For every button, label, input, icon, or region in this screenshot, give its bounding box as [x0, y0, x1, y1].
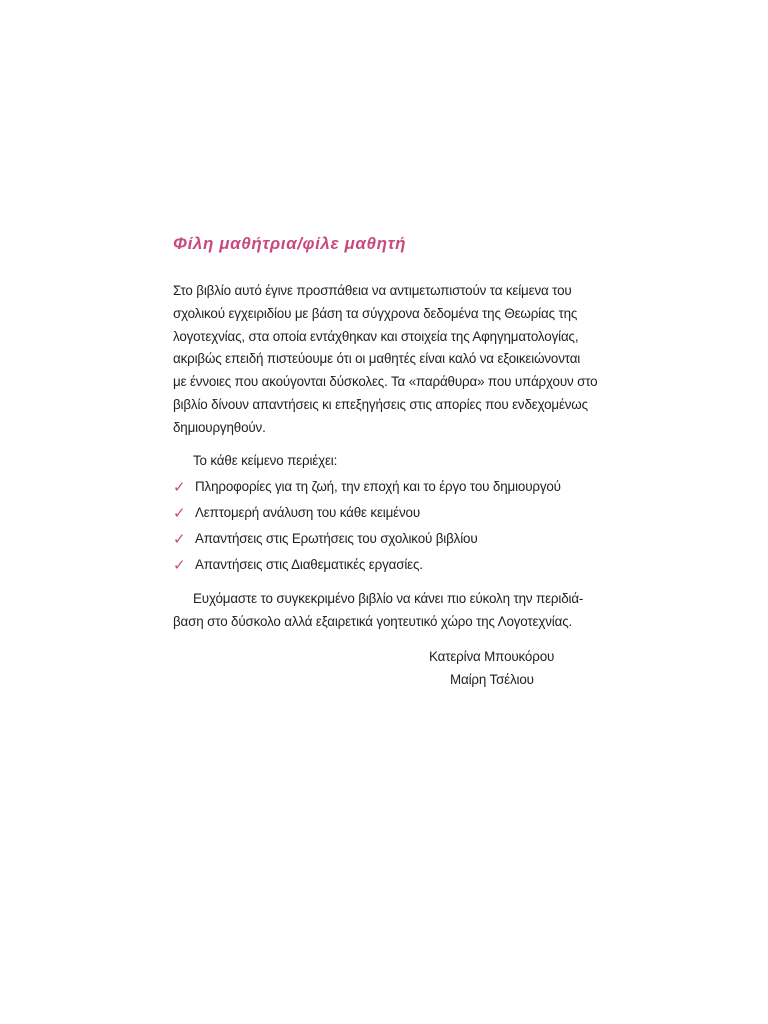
author-name: Κατερίνα Μπουκόρου — [429, 649, 555, 664]
list-item-text: Απαντήσεις στις Διαθεματικές εργασίες. — [195, 557, 423, 573]
closing-line: Ευχόμαστε το συγκεκριμένο βιβλίο να κάνει πιο εύκολη την περιδιά- — [193, 591, 584, 607]
author-name: Μαίρη Τσέλιου — [450, 671, 534, 687]
list-item-text: Απαντήσεις στις Ερωτήσεις του σχολικού βιβλίου — [195, 531, 478, 547]
checkmark-icon: ✓ — [173, 478, 186, 497]
intro-line: σχολικού εγχειριδίου με βάση τα σύγχρονα δεδομένα της Θεωρίας της — [173, 305, 578, 321]
checkmark-icon: ✓ — [173, 530, 186, 549]
checkmark-icon: ✓ — [173, 504, 186, 523]
contents-checklist — [173, 474, 583, 578]
intro-line: με έννοιες που ακούγονται δύσκολες. Τα «παράθυρα» που υπάρχουν στο — [173, 374, 598, 390]
list-item-text: Λεπτομερή ανάλυση του κάθε κειμένου — [195, 505, 421, 521]
author-signatures — [173, 646, 583, 692]
intro-paragraph — [173, 280, 598, 440]
intro-line: Στο βιβλίο αυτό έγινε προσπάθεια να αντιμετωπιστούν τα κείμενα του — [173, 283, 572, 298]
checkmark-icon: ✓ — [173, 556, 186, 575]
intro-line: δημιουργηθούν. — [173, 419, 266, 435]
intro-line: βιβλίο δίνουν απαντήσεις κι επεξηγήσεις στις απορίες που ενδεχομένως — [173, 396, 588, 412]
list-item-text: Πληροφορίες για τη ζωή, την εποχή και το έργο του δημιουργού — [195, 479, 561, 495]
list-lead: Το κάθε κείμενο περιέχει: — [193, 452, 338, 468]
intro-line: λογοτεχνίας, στα οποία εντάχθηκαν και στοιχεία της Αφηγηματολογίας, — [173, 328, 579, 344]
list-item — [173, 552, 583, 578]
preface — [173, 232, 598, 687]
page-title: Φίλη μαθήτρια/φίλε μαθητή — [173, 234, 407, 253]
intro-line: ακριβώς επειδή πιστεύουμε ότι οι μαθητές είναι καλό να εξοικειώνονται — [173, 351, 581, 367]
closing-line: βαση στο δύσκολο αλλά εξαιρετικά γοητευτικό χώρο της Λογοτεχνίας. — [173, 614, 573, 630]
list-item — [173, 500, 583, 526]
list-item — [173, 526, 583, 552]
list-item — [173, 474, 583, 500]
closing-paragraph — [173, 588, 583, 634]
